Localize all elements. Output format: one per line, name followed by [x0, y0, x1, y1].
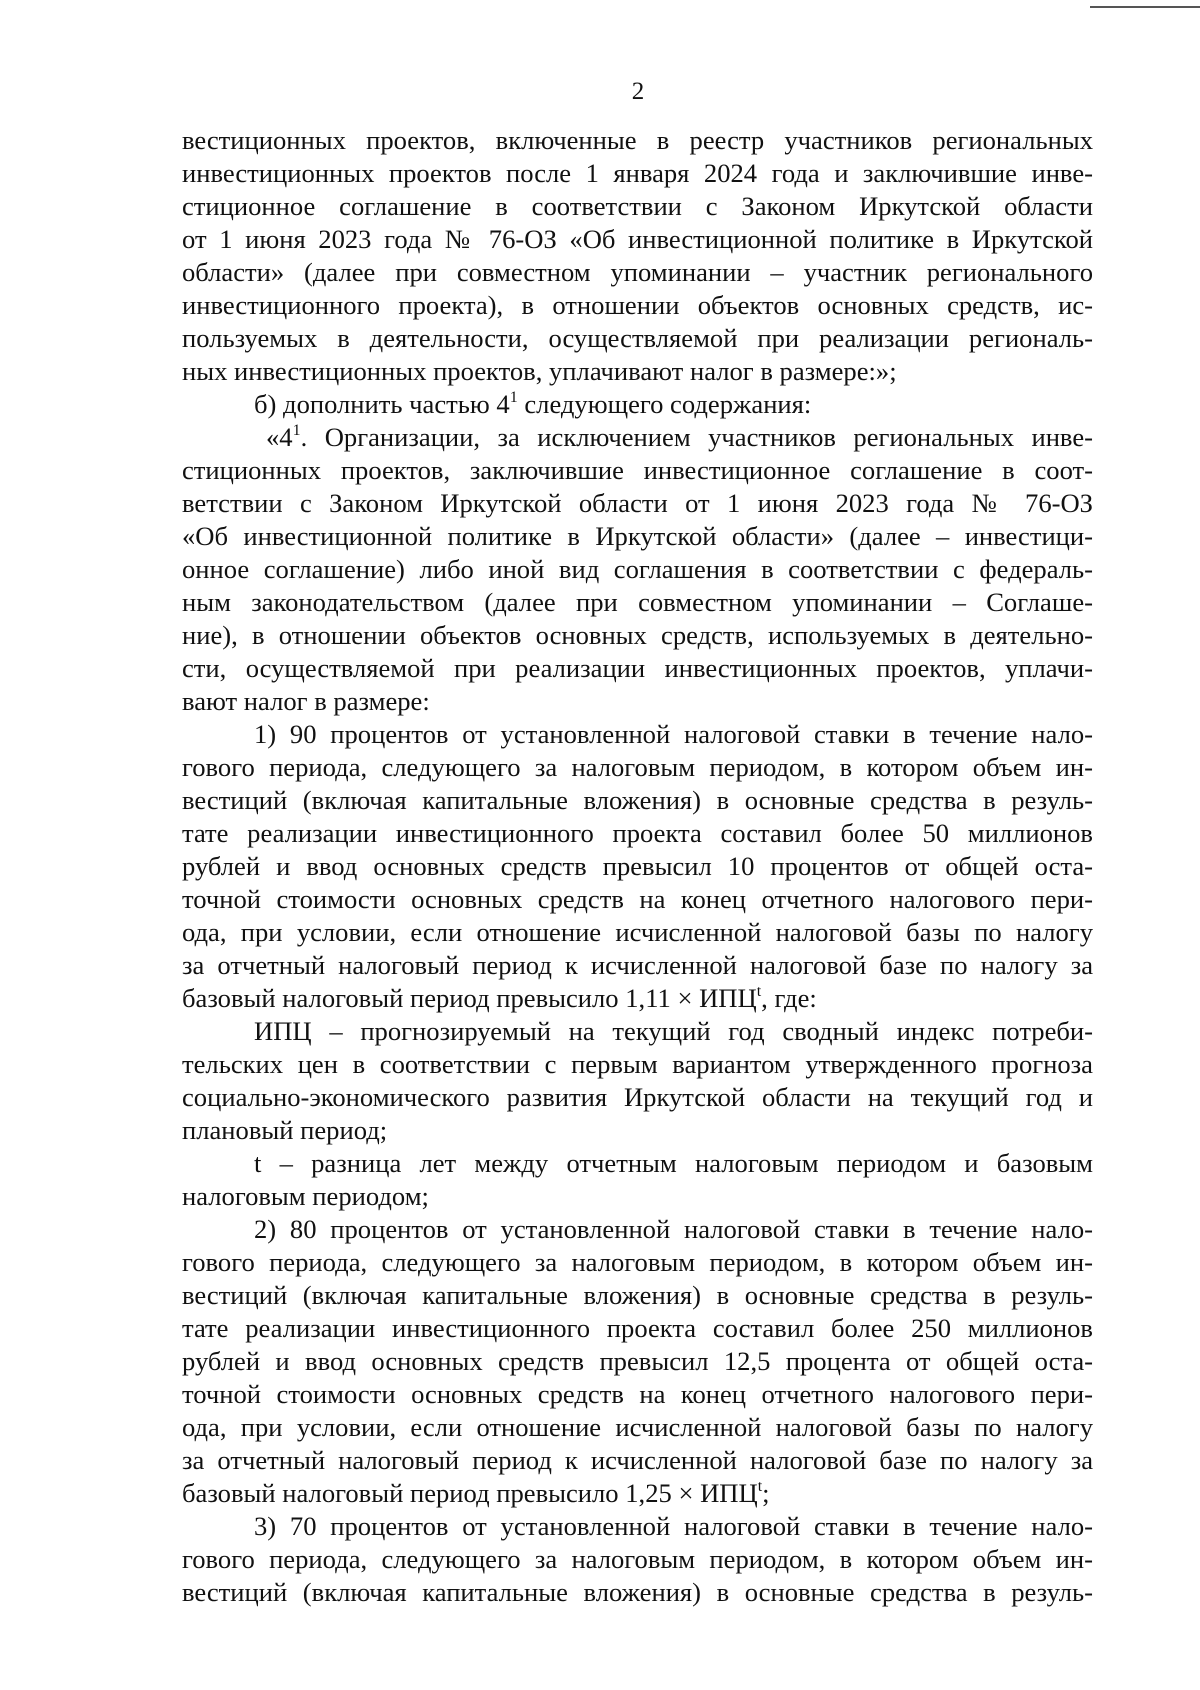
text-line [182, 982, 1093, 1015]
paragraph-amendment-b [182, 388, 1093, 421]
text-line: стиционное соглашение в соответствии с Законом Иркутской области [182, 191, 1093, 221]
text-line: области» (далее при совместном упоминании – участник регионального [182, 257, 1093, 287]
text-run: базовый налоговый период превысило 1,11 × ИПЦ [182, 983, 757, 1013]
text-line: тельских цен в соответствии с первым вариантом утвержденного прогноза [182, 1049, 1093, 1079]
text-line: гового периода, следующего за налоговым периодом, в котором объем ин- [182, 1544, 1093, 1574]
text-line: вестиций (включая капитальные вложения) в основные средства в резуль- [182, 785, 1093, 815]
superscript: t [757, 1478, 763, 1495]
text-line: вестиций (включая капитальные вложения) в основные средства в резуль- [182, 1577, 1093, 1607]
text-line: 1) 90 процентов от установленной налоговой ставки в течение нало- [254, 719, 1093, 749]
text-line: 3) 70 процентов от установленной налоговой ставки в течение нало- [254, 1511, 1093, 1541]
text-line: пользуемых в деятельности, осуществляемой при реализации региональ- [182, 323, 1093, 353]
text-line: гового периода, следующего за налоговым периодом, в котором объем ин- [182, 752, 1093, 782]
superscript: t [756, 983, 762, 1000]
text-line: ным законодательством (далее при совместном упоминании – Соглаше- [182, 587, 1093, 617]
text-line: рублей и ввод основных средств превысил 10 процентов от общей оста- [182, 851, 1093, 881]
text-run: , где: [761, 983, 817, 1013]
text-line: за отчетный налоговый период к исчисленной налоговой базе по налогу за [182, 1445, 1093, 1475]
text-line: онное соглашение) либо иной вид соглашения в соответствии с федераль- [182, 554, 1093, 584]
paragraph-part-4-1 [182, 421, 1093, 718]
document-body [182, 124, 1093, 1609]
paragraph-item-3 [182, 1510, 1093, 1609]
text-line: инвестиционного проекта), в отношении объектов основных средств, ис- [182, 290, 1093, 320]
text-run: б) дополнить частью 4 [254, 389, 510, 419]
paragraph-definition-t [182, 1147, 1093, 1213]
text-line: 2) 80 процентов от установленной налоговой ставки в течение нало- [254, 1214, 1093, 1244]
text-line [182, 421, 1093, 454]
text-line: тате реализации инвестиционного проекта составил более 50 миллионов [182, 818, 1093, 848]
paragraph-continuation [182, 124, 1093, 388]
text-run: следующего содержания: [517, 389, 812, 419]
text-line: ветствии с Законом Иркутской области от 1 июня 2023 года № 76-ОЗ [182, 488, 1093, 518]
text-line: t – разница лет между отчетным налоговым периодом и базовым [254, 1148, 1093, 1178]
text-line: вают налог в размере: [182, 686, 430, 716]
text-line: налоговым периодом; [182, 1181, 429, 1211]
text-run: «4 [266, 422, 293, 452]
page-number: 2 [631, 78, 645, 105]
text-line: вестиций (включая капитальные вложения) в основные средства в резуль- [182, 1280, 1093, 1310]
text-line: рублей и ввод основных средств превысил 12,5 процента от общей оста- [182, 1346, 1093, 1376]
text-line: гового периода, следующего за налоговым периодом, в котором объем ин- [182, 1247, 1093, 1277]
superscript: 1 [509, 389, 518, 406]
text-line: ИПЦ – прогнозируемый на текущий год сводный индекс потреби- [254, 1016, 1093, 1046]
text-line: точной стоимости основных средств на конец отчетного налогового пери- [182, 1379, 1093, 1409]
text-line: «Об инвестиционной политике в Иркутской области» (далее – инвестици- [182, 521, 1093, 551]
text-line: точной стоимости основных средств на конец отчетного налогового пери- [182, 884, 1093, 914]
text-line: плановый период; [182, 1115, 388, 1145]
text-line: социально-экономического развития Иркутской области на текущий год и [182, 1082, 1093, 1112]
text-line: от 1 июня 2023 года № 76-ОЗ «Об инвестиционной политике в Иркутской [182, 224, 1093, 254]
text-run: . Организации, за исключением участников региональных инве- [300, 422, 1093, 452]
text-run: базовый налоговый период превысило 1,25 × ИПЦ [182, 1478, 758, 1508]
text-line [182, 1477, 1093, 1510]
text-line: ных инвестиционных проектов, уплачивают налог в размере:»; [182, 356, 897, 386]
top-edge-rule [1090, 6, 1200, 8]
text-line: сти, осуществляемой при реализации инвестиционных проектов, уплачи- [182, 653, 1093, 683]
text-line: вестиционных проектов, включенные в реестр участников региональных [182, 125, 1093, 155]
text-line: тате реализации инвестиционного проекта составил более 250 миллионов [182, 1313, 1093, 1343]
text-run: ; [762, 1478, 770, 1508]
text-line: ода, при условии, если отношение исчисленной налоговой базы по налогу [182, 917, 1093, 947]
text-line: за отчетный налоговый период к исчисленной налоговой базе по налогу за [182, 950, 1093, 980]
text-line: стиционных проектов, заключившие инвестиционное соглашение в соот- [182, 455, 1093, 485]
superscript: 1 [292, 422, 301, 439]
text-line: инвестиционных проектов после 1 января 2024 года и заключившие инве- [182, 158, 1093, 188]
text-line: ода, при условии, если отношение исчисленной налоговой базы по налогу [182, 1412, 1093, 1442]
text-line: ние), в отношении объектов основных средств, используемых в деятельно- [182, 620, 1093, 650]
paragraph-item-1 [182, 718, 1093, 1015]
paragraph-definition-ipc [182, 1015, 1093, 1147]
paragraph-item-2 [182, 1213, 1093, 1510]
text-line [182, 388, 1093, 421]
